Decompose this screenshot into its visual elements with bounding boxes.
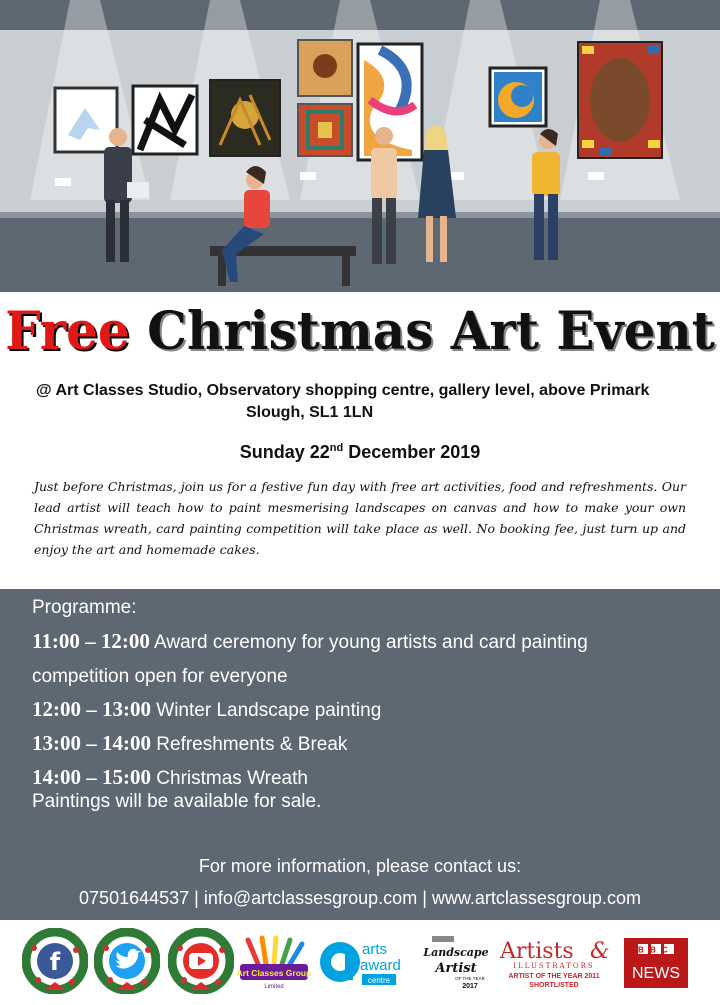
programme-time: 11:00 – 12:00 [32,629,150,653]
news-text: NEWS [632,965,680,982]
landscape-text-2: Artist [435,961,477,976]
date-rest: December 2019 [343,442,481,462]
programme-activity: Christmas Wreath [151,768,308,789]
artists-text-3: ARTIST OF THE YEAR 2011 [508,973,600,980]
landscape-text-4: 2017 [462,983,478,990]
artists-illustrators-logo [498,934,610,994]
artists-text-4: SHORTLISTED [529,982,579,989]
programme-item [32,727,692,761]
programme-list [32,625,692,795]
programme-activity: Award ceremony for young artists and card painting [149,632,588,653]
event-date [0,442,720,463]
arts-award-logo [318,934,406,990]
sale-note: Paintings will be available for sale. [32,791,322,812]
gallery-illustration [0,0,720,292]
landscape-text-3: OF THE YEAR [455,976,485,981]
event-info-section [0,292,720,589]
date-suffix: nd [329,442,344,454]
programme-heading: Programme: [32,597,137,618]
programme-item [32,761,692,795]
logo-strip [0,920,720,1005]
facebook-letter: f [49,948,61,976]
gallery-scene [0,0,720,292]
event-description: Just before Christmas, join us for a festive fun day with free art activities, food and refreshments. Our lead artist will teach how to paint mesmerising landscapes on canvas and how to make your own Christmas wreath, card painting competition will take place as well. No booking fee, just turn up and enjoy the art and homemade cakes. [34,479,686,557]
date-prefix: Sunday 22 [239,442,330,462]
bbc-text: BBC [638,945,674,955]
programme-section [0,589,720,920]
programme-activity: Refreshments & Break [151,734,348,755]
art-classes-group-logo [236,934,312,992]
landscape-text-1: Landscape [423,946,489,959]
contact-label: For more information, please contact us: [198,856,522,876]
arts-award-text-1: arts [362,941,388,958]
title-christmas-art-event: Christmas Art Event [147,299,715,362]
artists-text-1: Artists [500,939,574,964]
venue-line-1: @ Art Classes Studio, Observatory shopping centre, gallery level, above Primark [36,382,650,399]
twitter-icon[interactable] [94,928,160,994]
programme-item [32,693,692,727]
youtube-icon[interactable] [168,928,234,994]
landscape-artist-logo [420,934,492,996]
programme-time: 13:00 – 14:00 [32,731,151,755]
programme-item [32,625,692,659]
bbc-news-logo [624,938,688,988]
artists-text-2: ILLUSTRATORS [513,962,595,970]
programme-activity: competition open for everyone [32,666,288,687]
title-free: Free [5,299,130,362]
programme-activity: Winter Landscape painting [151,700,382,721]
contact-details[interactable]: 07501644537 | info@artclassesgroup.com | www.artclassesgroup.com [79,888,641,908]
artists-amp: & [590,939,610,964]
programme-time: 12:00 – 13:00 [32,697,151,721]
acg-name: Art Classes Group [236,968,312,978]
arts-award-text-3: centre [367,976,391,985]
event-title [0,298,720,363]
venue-address [36,380,696,424]
programme-item [32,659,692,693]
programme-time: 14:00 – 15:00 [32,765,151,789]
arts-award-text-2: award [360,957,401,974]
facebook-icon[interactable] [22,928,88,994]
acg-limited: Limited [264,984,284,990]
venue-line-2: Slough, SL1 1LN [246,404,374,421]
